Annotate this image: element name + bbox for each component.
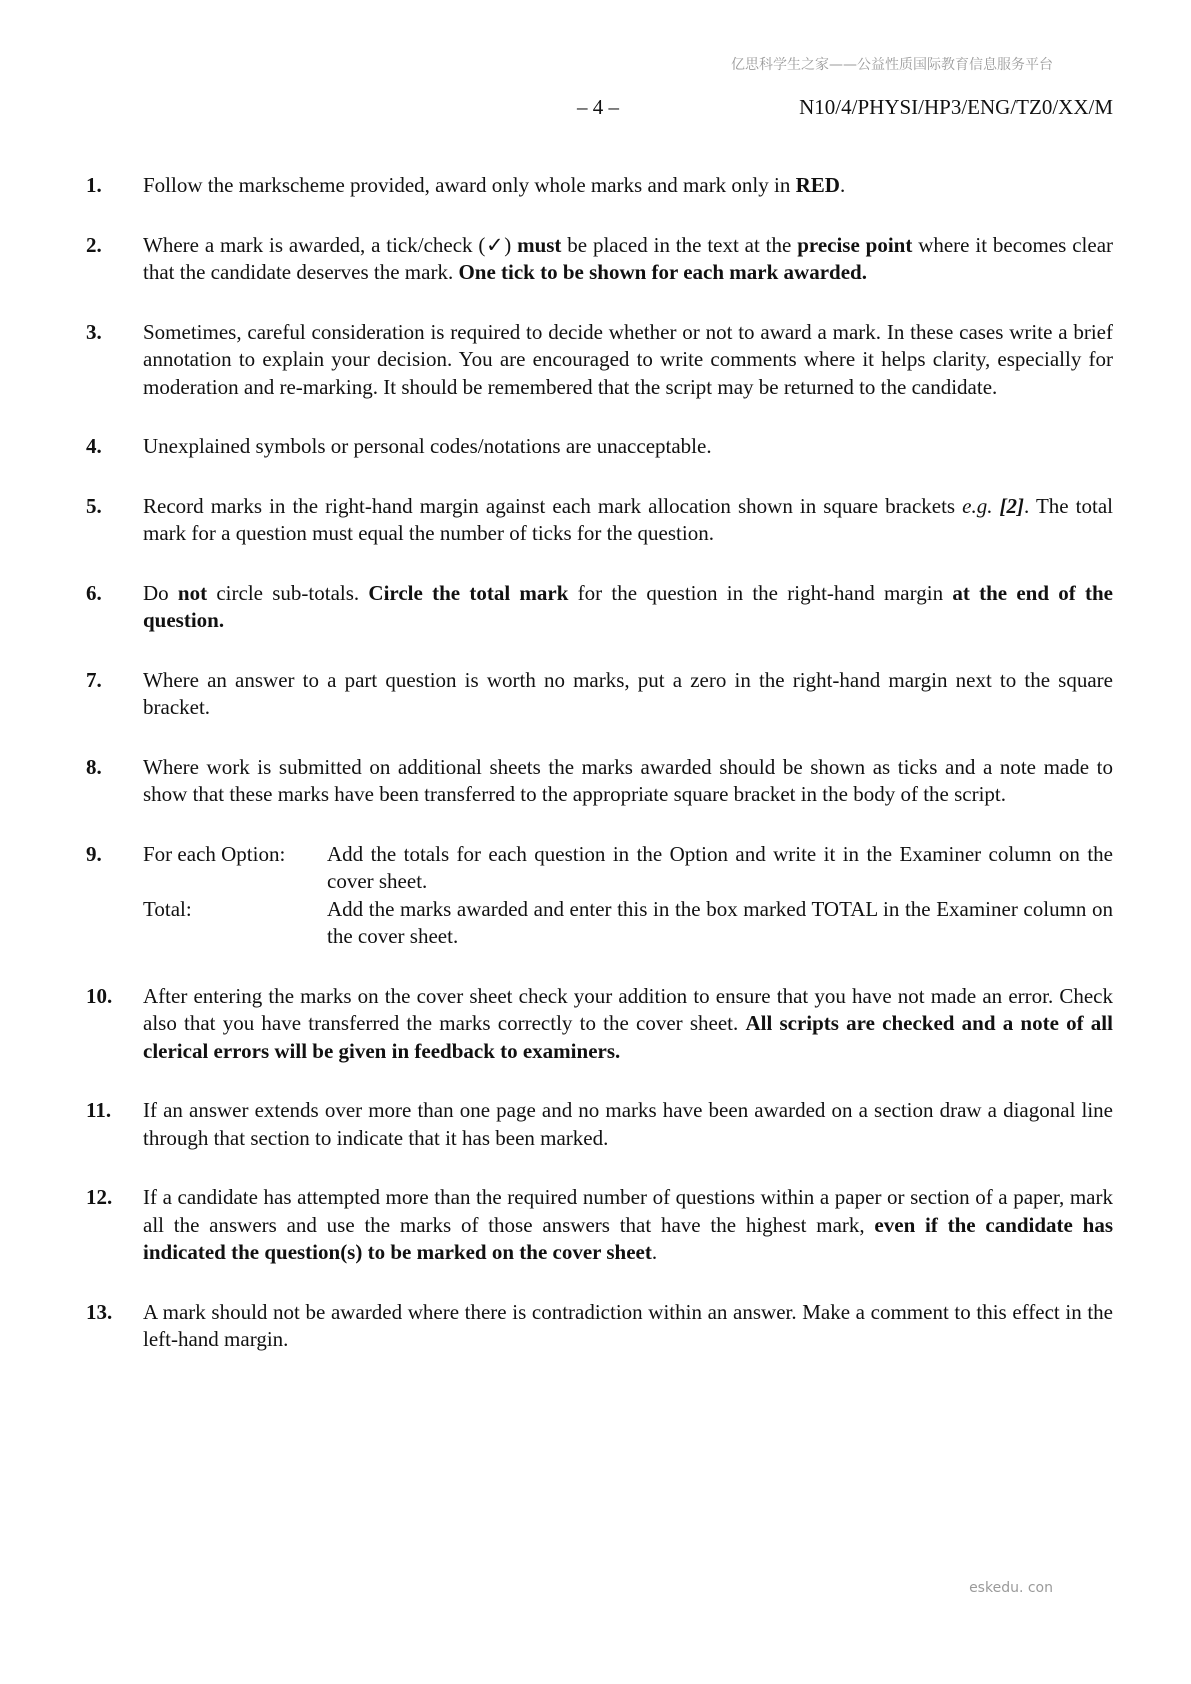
paper-code: N10/4/PHYSI/HP3/ENG/TZ0/XX/M [799, 95, 1113, 119]
item-number: 4. [86, 434, 102, 458]
item-number: 5. [86, 493, 102, 518]
item-text: A mark should not be awarded where there is contradiction within an answer. Make a comment to this effect in the left-hand margin. [143, 1299, 1113, 1351]
option-row [143, 841, 1113, 896]
item-text: Where a mark is awarded, a tick/check (✓) must be placed in the text at the precise point where it becomes clear that the candidate deserves the mark. One tick to be shown for each mark awarded. [143, 232, 1114, 284]
option-row [143, 896, 1113, 951]
list-item [86, 1184, 1113, 1267]
item-text: Where an answer to a part question is worth no marks, put a zero in the right-hand margin next to the square bracket. [143, 667, 1113, 719]
list-item [86, 1299, 1113, 1354]
item-text: Record marks in the right-hand margin against each mark allocation shown in square brackets e.g. [2]. The total mark for a question must equal the number of ticks for the question. [143, 493, 1114, 545]
list-item [86, 1097, 1113, 1152]
list-item [86, 172, 1113, 200]
list-item [86, 433, 1113, 461]
list-item [86, 841, 1113, 951]
item-text: Where work is submitted on additional sheets the marks awarded should be shown as ticks and a note made to show that these marks have been transferred to the appropriate square bracket in the body of the script. [143, 754, 1113, 806]
list-item [86, 319, 1113, 402]
item-number: 12. [86, 1185, 113, 1209]
item-text: After entering the marks on the cover sheet check your addition to ensure that you have not made an error. Check also that you have transferred the marks correctly to the cover sheet. All scripts are checked and a note of all clerical errors will be given in feedback to examiners. [143, 983, 1113, 1063]
item-text: Sometimes, careful consideration is required to decide whether or not to award a mark. In these cases write a brief annotation to explain your decision. You are encouraged to write comments where it helps clarity, especially for moderation and re-marking. It should be remembered that the script may be returned to the candidate. [143, 319, 1113, 399]
list-item [86, 754, 1113, 809]
option-table [143, 841, 1113, 951]
option-label: Total: [143, 896, 192, 921]
item-number: 2. [86, 232, 102, 257]
page-number: – 4 – [577, 95, 619, 119]
item-number: 3. [86, 319, 102, 344]
list-item [86, 983, 1113, 1066]
option-text: Add the marks awarded and enter this in the box marked TOTAL in the Examiner column on the cover sheet. [327, 896, 1113, 948]
item-number: 6. [86, 580, 102, 605]
list-item [86, 232, 1113, 287]
item-number: 1. [86, 173, 102, 197]
item-number: 8. [86, 754, 102, 779]
item-text: If an answer extends over more than one page and no marks have been awarded on a section draw a diagonal line through that section to indicate that it has been marked. [143, 1098, 1113, 1150]
list-item [86, 493, 1113, 548]
option-label: For each Option: [143, 841, 286, 866]
option-text: Add the totals for each question in the Option and write it in the Examiner column on the cover sheet. [327, 841, 1113, 893]
watermark-top: 亿思科学生之家——公益性质国际教育信息服务平台 [731, 57, 1053, 73]
item-text: Follow the markscheme provided, award only whole marks and mark only in RED. [143, 173, 846, 197]
item-number: 10. [86, 983, 113, 1008]
item-text: Unexplained symbols or personal codes/notations are unacceptable. [143, 434, 712, 458]
item-number: 11. [86, 1098, 112, 1122]
list-item [86, 667, 1113, 722]
item-number: 13. [86, 1299, 113, 1324]
item-number: 7. [86, 667, 102, 692]
watermark-bottom: eskedu. con [969, 1580, 1053, 1596]
item-text: Do not circle sub-totals. Circle the total mark for the question in the right-hand margin at the end of the question. [143, 580, 1113, 632]
instructions-list [86, 172, 1113, 1354]
item-text: If a candidate has attempted more than the required number of questions within a paper or section of a paper, mark all the answers and use the marks of those answers that have the highest mark, even if the candidate has indicated the question(s) to be marked on the cover sheet. [143, 1185, 1113, 1264]
list-item [86, 580, 1113, 635]
item-number: 9. [86, 841, 102, 866]
